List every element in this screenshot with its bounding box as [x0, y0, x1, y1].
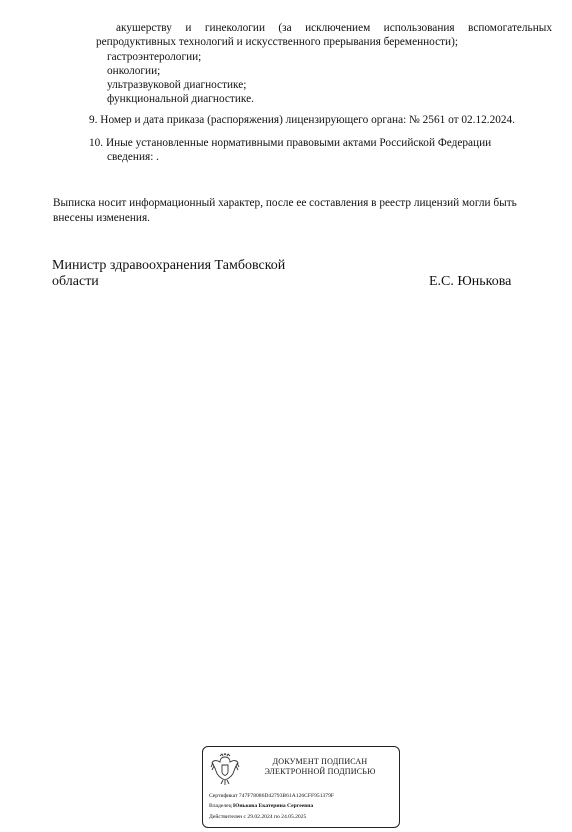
- stamp-certificate: [209, 793, 334, 800]
- activity-line-4: онкологии;: [107, 65, 161, 77]
- note-line-1: Выписка носит информационный характер, после ее составления в реестр лицензий могли быть: [53, 197, 517, 209]
- stamp-title-line-2: ЭЛЕКТРОННОЙ ПОДПИСЬЮ: [264, 767, 376, 776]
- signer-name: Е.С. Юнькова: [429, 274, 512, 289]
- item-10-line-1: 10. Иные установленные нормативными правовыми актами Российской Федерации: [89, 137, 492, 149]
- stamp-validity: Действителен с 29.02.2024 по 24.05.2025: [209, 814, 307, 820]
- item-9-order: 9. Номер и дата приказа (распоряжения) лицензирующего органа: № 2561 от 02.12.2024.: [89, 114, 515, 126]
- activity-line-5: ультразвуковой диагностике;: [107, 79, 247, 91]
- activity-line-2: репродуктивных технологий и искусственного прерывания беременности);: [96, 36, 459, 48]
- owner-label: Владелец: [209, 803, 232, 809]
- activity-line-1: акушерству и гинекологии (за исключением использования вспомогательных: [116, 22, 552, 34]
- activity-line-3: гастроэнтерологии;: [107, 51, 202, 63]
- certificate-value: 747F78086D42793B61A126CFF951379F: [238, 793, 335, 799]
- activity-line-6: функциональной диагностике.: [107, 93, 254, 105]
- owner-value: Юнькова Екатерина Сергеевна: [233, 803, 314, 809]
- stamp-title-line-1: ДОКУМЕНТ ПОДПИСАН: [272, 757, 368, 766]
- note-line-2: внесены изменения.: [53, 212, 150, 224]
- certificate-label: Сертификат: [209, 793, 238, 799]
- signer-position-line-2: области: [52, 274, 99, 289]
- electronic-signature-stamp: [202, 746, 400, 828]
- item-10-line-2: сведения: .: [107, 151, 159, 163]
- stamp-owner: [209, 803, 313, 810]
- coat-of-arms-icon: [209, 753, 241, 787]
- signer-position-line-1: Министр здравоохранения Тамбовской: [52, 258, 286, 273]
